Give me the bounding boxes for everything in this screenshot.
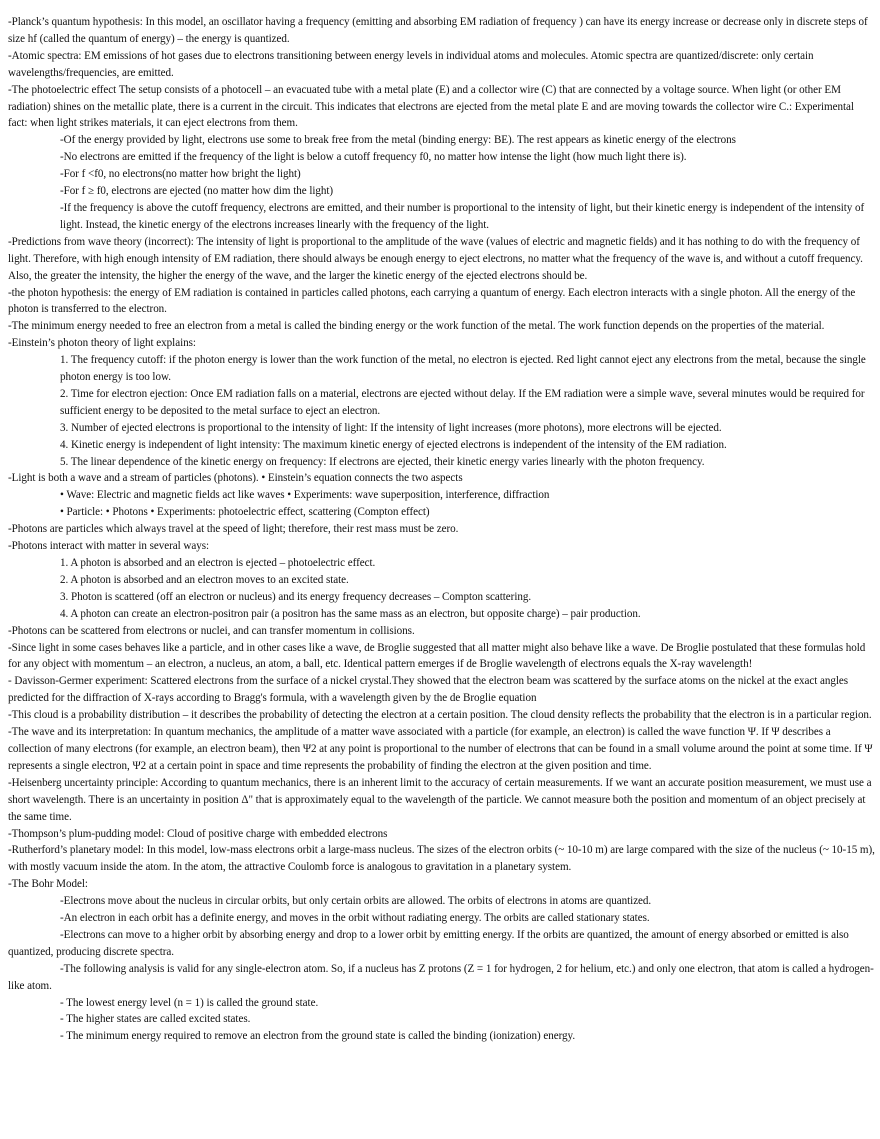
paragraph: -The minimum energy needed to free an electron from a metal is called the binding energy or the work function of the metal. The work function depends on the properties of the material. [8,320,825,333]
paragraph: -Einstein’s photon theory of light explains: [8,337,196,350]
paragraph: 2. A photon is absorbed and an electron moves to an excited state. [60,573,349,586]
paragraph: -For f ≥ f0, electrons are ejected (no matter how dim the light) [60,185,334,198]
paragraph: -Heisenberg uncertainty principle: According to quantum mechanics, there is an inherent limit to the accuracy of certain measurements. If we want an accurate position measurement, we must use a short wavelength. There is an uncertainty in position Δ" that is approximately equal to the wavelength of the particle. We cannot measure both the position and momentum of an object precisely at the same time. [8,776,872,823]
paragraph: -Photons interact with matter in several ways: [8,540,210,553]
paragraph: -Planck’s quantum hypothesis: In this model, an oscillator having a frequency (emitting and absorbing EM radiation of frequency ) can have its energy increase or decrease only in discrete steps of size hf (called the quantum of energy) – the energy is quantized. [8,16,868,45]
paragraph: 3. Photon is scattered (off an electron or nucleus) and its energy frequency decreases – Compton scattering. [60,590,532,603]
paragraph: 2. Time for electron ejection: Once EM radiation falls on a material, electrons are ejected without delay. If the EM radiation were a simple wave, several minutes would be required for sufficient energy to be deposited to the metal surface to eject an electron. [60,387,865,417]
paragraph: -Photons are particles which always travel at the speed of light; therefore, their rest mass must be zero. [8,523,459,536]
paragraph: -The wave and its interpretation: In quantum mechanics, the amplitude of a matter wave associated with a particle (for example, an electron) is called the wave function Ψ. If Ψ describes a collection of many electrons (for example, an electron beam), then Ψ2 at any point is proportional to the number of electrons that can be found in a small volume around the point at some time. If Ψ represents a single electron, Ψ2 at a certain point in space and time represents the probability of finding the electron at the given position and time. [8,726,873,772]
paragraph: -Predictions from wave theory (incorrect): The intensity of light is proportional to the amplitude of the wave (values of electric and magnetic fields) and it has nothing to do with the frequency of light. Therefore, with high enough intensity of EM radiation, there should always be enough energy to eject electrons, no matter what the frequency of the wave is, and without a cutoff frequency. Also, the greater the intensity, the higher the energy of the wave, and the larger the kinetic energy of the ejected electrons should be. [8,235,863,282]
paragraph: - The higher states are called excited states. [60,1013,251,1026]
paragraph: -An electron in each orbit has a definite energy, and moves in the orbit without radiating energy. The orbits are called stationary states. [60,912,650,925]
paragraph: -For f <f0, no electrons(no matter how bright the light) [60,168,301,181]
paragraph: -The following analysis is valid for any single-electron atom. So, if a nucleus has Z protons (Z = 1 for hydrogen, 2 for helium, etc.) and only one electron, that atom is called a hydrogen-like atom. [8,962,874,992]
paragraph: -Since light in some cases behaves like a particle, and in other cases like a wave, de Broglie suggested that all matter might also behave like a wave. De Broglie postulated that these formulas hold for any object with momentum – an electron, a nucleus, an atom, a ball, etc. Identical pattern emerges if de Broglie wavelength of electrons equals the X-ray wavelength! [8,641,866,671]
paragraph: -Rutherford’s planetary model: In this model, low-mass electrons orbit a large-mass nucleus. The sizes of the electron orbits (~ 10-10 m) are large compared with the size of the nucleus (~ 10-15 m), with mostly vacuum inside the atom. In the atom, the attractive Coulomb force is analogous to gravitation in a planetary system. [8,844,875,874]
paragraph: • Wave: Electric and magnetic fields act like waves • Experiments: wave superposition, interference, diffraction [60,489,550,502]
paragraph: - Davisson-Germer experiment: Scattered electrons from the surface of a nickel crystal.They showed that the electron beam was scattered by the surface atoms on the nickel at the exact angles predicted for the diffraction of X-rays according to Bragg's formula, with a wavelength given by the de Broglie equation [8,675,849,705]
paragraph: -Of the energy provided by light, electrons use some to break free from the metal (binding energy: BE). The rest appears as kinetic energy of the electrons [60,134,736,147]
paragraph: 4. Kinetic energy is independent of light intensity: The maximum kinetic energy of ejected electrons is independent of the intensity of the EM radiation. [60,438,727,451]
paragraph: -the photon hypothesis: the energy of EM radiation is contained in particles called photons, each carrying a quantum of energy. Each electron interacts with a single photon. All the energy of the photon is transferred to the electron. [8,286,856,316]
paragraph: -Electrons move about the nucleus in circular orbits, but only certain orbits are allowed. The orbits of electrons in atoms are quantized. [60,895,652,908]
paragraph: -If the frequency is above the cutoff frequency, electrons are emitted, and their number is proportional to the intensity of light, but their kinetic energy is independent of the intensity of light. Instead, the kinetic energy of the electrons increases linearly with the frequency of the light. [60,201,865,231]
paragraph: 5. The linear dependence of the kinetic energy on frequency: If electrons are ejected, their kinetic energy varies linearly with the photon frequency. [60,455,705,468]
paragraph: -No electrons are emitted if the frequency of the light is below a cutoff frequency f0, no matter how intense the light (how much light there is). [60,151,687,164]
paragraph: -Electrons can move to a higher orbit by absorbing energy and drop to a lower orbit by emitting energy. If the orbits are quantized, the amount of energy absorbed or emitted is also quantized, producing discrete spectra. [8,928,849,958]
paragraph: -Photons can be scattered from electrons or nuclei, and can transfer momentum in collisions. [8,624,415,637]
paragraph: -The photoelectric effect The setup consists of a photocell – an evacuated tube with a metal plate (E) and a collector wire (C) that are connected by a voltage source. When light (or other EM radiation) shines on the metallic plate, there is a current in the circuit. This indicates that electrons are ejected from the metal plate E and are moving towards the collector wire C.: Experimental fact: when light strikes materials, it can eject electrons from them. [8,83,854,130]
paragraph: • Particle: • Photons • Experiments: photoelectric effect, scattering (Compton effect) [60,506,430,519]
paragraph: 4. A photon can create an electron-positron pair (a positron has the same mass as an electron, but opposite charge) – pair production. [60,607,641,620]
paragraph: - The minimum energy required to remove an electron from the ground state is called the binding (ionization) energy. [60,1030,576,1043]
paragraph: 3. Number of ejected electrons is proportional to the intensity of light: If the intensity of light increases (more photons), more electrons will be ejected. [60,421,722,434]
paragraph: 1. The frequency cutoff: if the photon energy is lower than the work function of the metal, no electron is ejected. Red light cannot eject any electrons from the metal, because the single photon energy is too low. [60,354,866,384]
paragraph: -Atomic spectra: EM emissions of hot gases due to electrons transitioning between energy levels in individual atoms and molecules. Atomic spectra are quantized/discrete: only certain wavelengths/frequencies, are emitted. [8,49,814,79]
paragraph: 1. A photon is absorbed and an electron is ejected – photoelectric effect. [60,557,376,569]
paragraph: -This cloud is a probability distribution – it describes the probability of detecting the electron at a certain position. The cloud density reflects the probability that the electron is in a particular region. [8,709,872,722]
paragraph: -The Bohr Model: [8,878,88,891]
paragraph: - The lowest energy level (n = 1) is called the ground state. [60,996,319,1009]
paragraph: -Thompson’s plum-pudding model: Cloud of positive charge with embedded electrons [8,827,388,840]
paragraph: -Light is both a wave and a stream of particles (photons). • Einstein’s equation connects the two aspects [8,472,463,485]
